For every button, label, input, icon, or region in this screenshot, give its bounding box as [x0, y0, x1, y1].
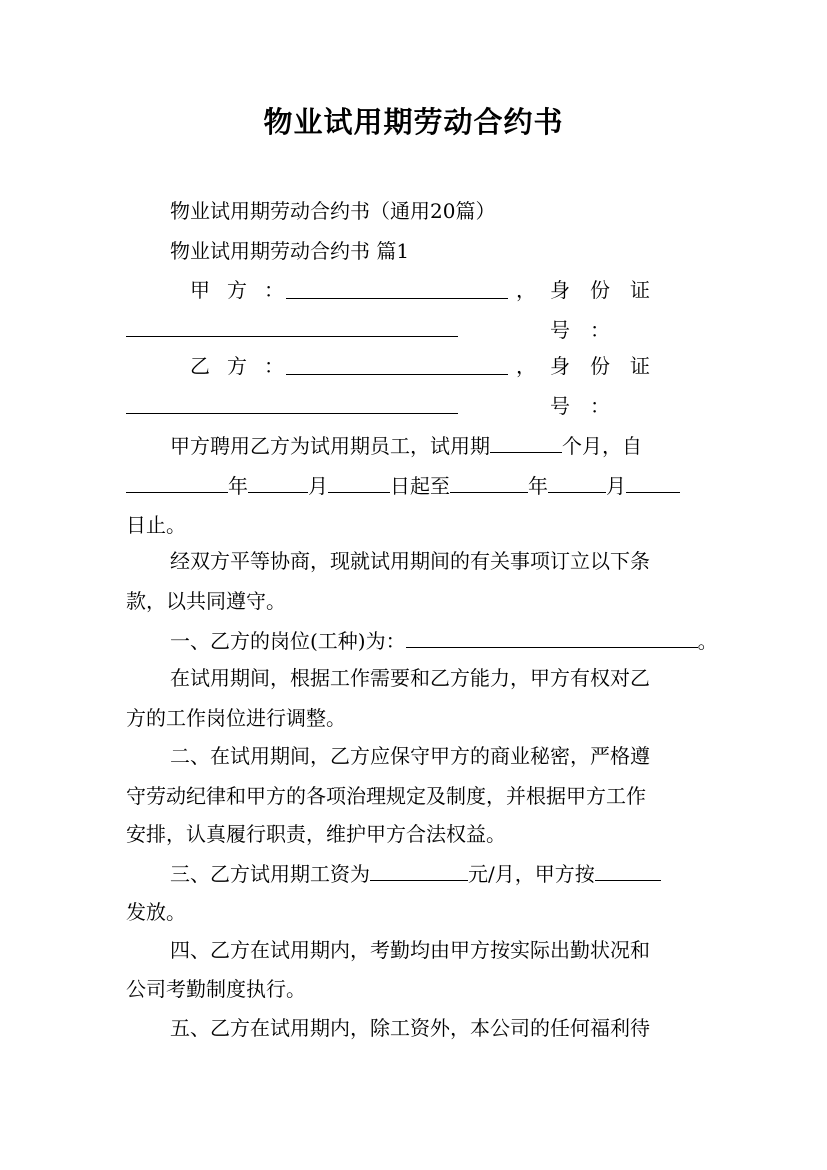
paragraph-probation-dates — [126, 465, 701, 506]
paragraph-line: 在试用期间，根据工作需要和乙方能力，甲方有权对乙 — [170, 666, 650, 690]
document-title: 物业试用期劳动合约书 — [263, 105, 564, 139]
section-heading: 物业试用期劳动合约书 篇1 — [170, 239, 410, 263]
text: 年 — [528, 474, 548, 498]
paragraph-line: 方的工作岗位进行调整。 — [126, 706, 346, 730]
end-year-blank — [450, 465, 528, 493]
paragraph-line: 经双方平等协商，现就试用期间的有关事项订立以下条 — [170, 549, 650, 573]
paragraph-position — [170, 620, 718, 661]
paragraph-line: 守劳动纪律和甲方的各项治理规定及制度，并根据甲方工作 — [126, 784, 646, 808]
text: 。 — [697, 629, 718, 653]
paragraph-line: 安排，认真履行职责，维护甲方合法权益。 — [126, 822, 506, 846]
text: 元/月，甲方按 — [468, 862, 595, 886]
party-a-id-blank — [126, 335, 458, 337]
position-blank — [406, 620, 698, 648]
end-day-blank — [626, 465, 680, 493]
text: 年 — [228, 474, 248, 498]
paragraph-line: 二、在试用期间，乙方应保守甲方的商业秘密，严格遵 — [170, 744, 650, 768]
comma: ， — [516, 354, 536, 378]
paragraph-salary — [170, 853, 661, 894]
months-blank — [490, 425, 562, 453]
document-subtitle: 物业试用期劳动合约书（通用20篇） — [170, 199, 496, 223]
party-a-id-label: 身份证号： — [550, 278, 670, 342]
paragraph-line: 发放。 — [126, 900, 186, 924]
paragraph-line: 公司考勤制度执行。 — [126, 977, 306, 1001]
comma: ， — [516, 278, 536, 302]
text: 月 — [606, 474, 626, 498]
text: 三、乙方试用期工资为 — [170, 862, 370, 886]
party-a-line — [126, 270, 701, 342]
paragraph-line: 四、乙方在试用期内，考勤均由甲方按实际出勤状况和 — [170, 938, 650, 962]
party-b-id-label: 身份证号： — [550, 354, 670, 418]
text: 一、乙方的岗位(工种)为： — [170, 629, 406, 653]
start-day-blank — [328, 465, 390, 493]
party-a-name-blank — [286, 297, 508, 299]
text: 月 — [308, 474, 328, 498]
start-month-blank — [248, 465, 308, 493]
end-month-blank — [548, 465, 606, 493]
party-b-label: 乙方： — [190, 354, 301, 378]
start-year-blank — [126, 465, 228, 493]
party-b-line — [126, 346, 701, 418]
salary-blank — [370, 853, 468, 881]
party-b-id-blank — [126, 412, 458, 414]
party-a-label: 甲方： — [190, 278, 301, 302]
pay-method-blank — [595, 853, 661, 881]
text: 日起至 — [390, 474, 450, 498]
text: 个月，自 — [562, 434, 642, 458]
paragraph-line: 款，以共同遵守。 — [126, 589, 286, 613]
party-b-name-blank — [286, 373, 508, 375]
text: 甲方聘用乙方为试用期员工，试用期 — [170, 434, 490, 458]
paragraph-line: 日止。 — [126, 513, 186, 537]
paragraph-line: 五、乙方在试用期内，除工资外，本公司的任何福利待 — [170, 1016, 650, 1040]
paragraph-probation-term — [170, 425, 642, 466]
